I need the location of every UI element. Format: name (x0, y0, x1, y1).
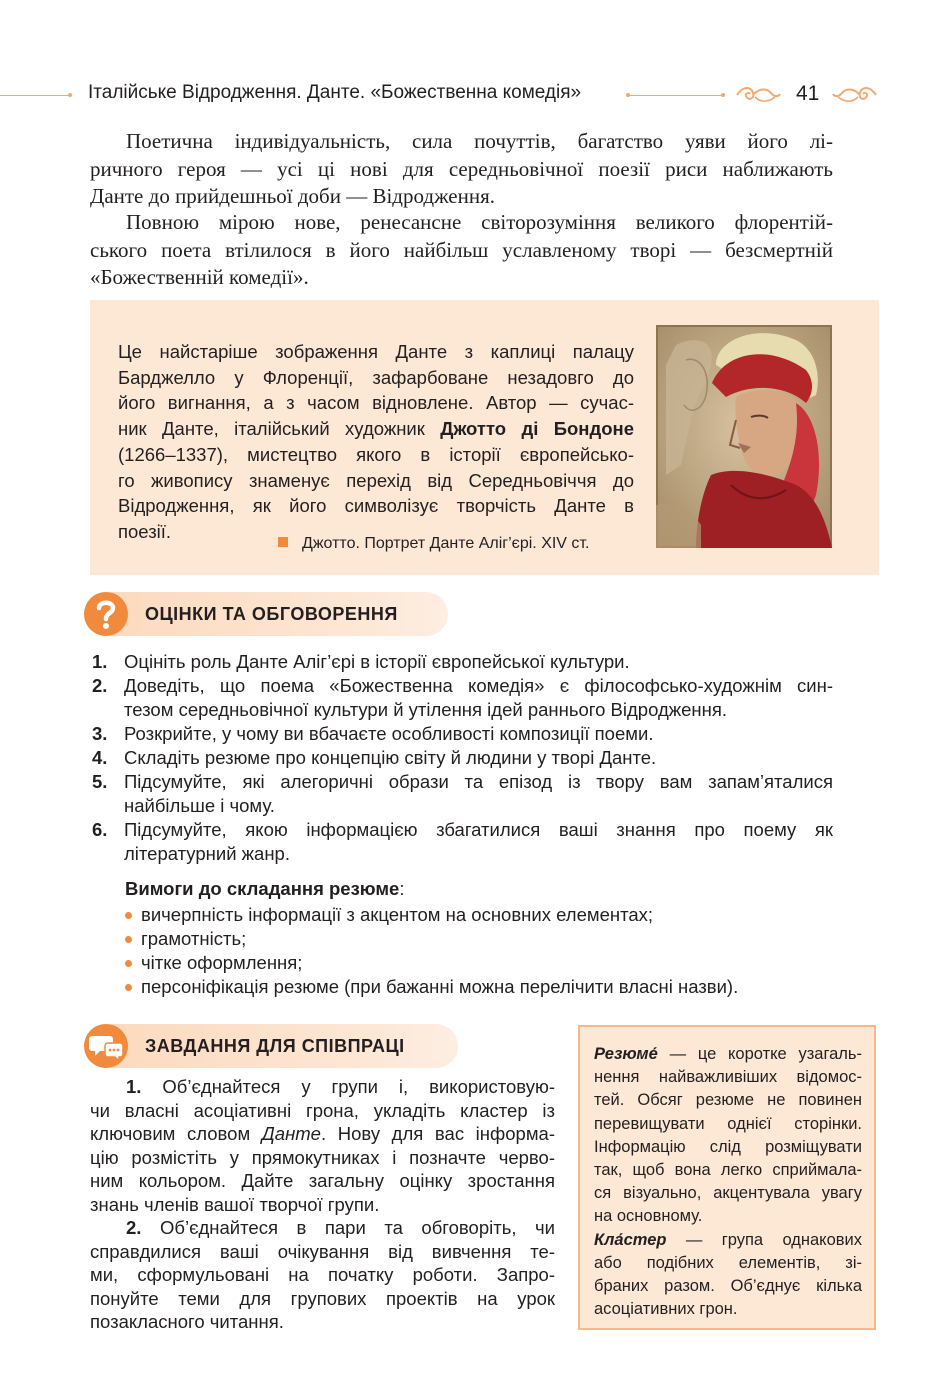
text-line: або подібних елементів, зі- (594, 1253, 862, 1272)
requirements-title: Вимоги до складання резюме (125, 878, 400, 899)
text-line (90, 1122, 555, 1146)
text-line: чи власні асоціативні грона, укладіть кластер із (90, 1099, 555, 1121)
section-title-cooperation: ЗАВДАННЯ ДЛЯ СПІВПРАЦІ (145, 1036, 405, 1056)
artist-name: Джотто ді Бондоне (440, 418, 634, 440)
text-line: так, щоб вона легко сприймала- (594, 1161, 862, 1180)
text-line: тей. Обсяг резюме не повинен (594, 1091, 862, 1110)
text-fragment: — група однакових (666, 1230, 862, 1249)
bullet-dot-icon (125, 960, 132, 967)
text-line: нення найважливіших відомос- (594, 1068, 862, 1087)
header-dot-left (68, 93, 72, 97)
image-caption (278, 535, 589, 553)
item-number: 1. (92, 651, 108, 672)
text-line: найбільше і чому. (124, 795, 275, 816)
text-line: (1266–1337), мистецтво якого в історії європейсько- (118, 443, 634, 465)
intro-paragraph-2 (90, 209, 833, 292)
text-fragment: Об’єднайтеся у групи і, використовую- (141, 1076, 555, 1097)
square-bullet-icon (278, 537, 288, 547)
header-rule-mid (628, 95, 724, 96)
text-line: Складіть резюме про концепцію світу й людини у творі Данте. (124, 747, 657, 768)
requirements-list (125, 903, 835, 999)
header-rule-left (0, 95, 70, 96)
term-resume: Резюме́ (594, 1045, 658, 1063)
item-number: 3. (92, 723, 108, 744)
text-line: Розкрийте, у чому ви вбачаєте особливості композиції поеми. (124, 723, 654, 744)
text-line: Данте до прийдешньої доби — Відродження. (90, 184, 496, 208)
item-number: 6. (92, 819, 108, 840)
text-line: знань членів вашої творчої групи. (90, 1193, 380, 1215)
text-line: Доведіть, що поема «Божественна комедія» є філософсько-художнім син- (124, 675, 833, 696)
list-item (125, 951, 835, 975)
item-text: чітке оформлення; (141, 952, 303, 973)
text-line (118, 416, 634, 442)
list-item (90, 722, 833, 746)
text-line: «Божественній комедії». (90, 265, 309, 289)
image-description (118, 339, 634, 545)
question-mark-icon (84, 592, 128, 636)
text-line: асоціативних грон. (594, 1300, 738, 1319)
list-item (90, 650, 833, 674)
text-line: го живопису знаменує перехід від Середньовіччя до (118, 469, 634, 491)
text-fragment: . Нову для вас інформа- (320, 1123, 555, 1144)
item-text: персоніфікація резюме (при бажанні можна перелічити власні назви). (141, 976, 739, 997)
section-title-discussion: ОЦІНКИ ТА ОБГОВОРЕННЯ (145, 604, 398, 624)
chat-bubbles-icon (84, 1024, 128, 1068)
text-fragment: ключовим словом (90, 1123, 262, 1144)
text-line: його вигнання, а з часом відновлене. Автор — сучас- (118, 392, 634, 414)
text-line: на основному. (594, 1207, 703, 1226)
list-item (90, 674, 833, 722)
running-title: Італійське Відродження. Данте. «Божественна комедія» (88, 82, 582, 103)
requirements-heading (125, 878, 404, 900)
bullet-dot-icon (125, 936, 132, 943)
speech-bubble-icon (84, 1024, 128, 1068)
text-line: Відродження, як його символізує творчість Данте в (118, 495, 634, 517)
swirl-ornament-right-icon (832, 84, 878, 106)
cooperation-tasks (90, 1075, 555, 1334)
item-text: вичерпність інформації з акцентом на основних елементах; (141, 904, 654, 925)
swirl-ornament-left-icon (735, 84, 781, 106)
task-number: 2. (126, 1217, 142, 1238)
text-line (594, 1229, 862, 1252)
item-text: грамотність; (141, 928, 247, 949)
text-line: Повною мірою нове, ренесансне світорозуміння великого флорентій- (126, 210, 833, 234)
text-fragment: — це коротке узагаль- (657, 1045, 862, 1063)
list-item (90, 746, 833, 770)
colon: : (399, 878, 405, 899)
text-line: ського поета втілилося в його найбільш уславленому творі — безсмертній (90, 237, 833, 262)
item-number: 4. (92, 747, 108, 768)
intro-paragraph-1 (90, 128, 833, 211)
text-line (90, 1216, 555, 1240)
text-line: понуйте теми для групових проектів на урок (90, 1287, 555, 1309)
text-line: Підсумуйте, які алегоричні образи та епізод із твору вам запам’яталися (124, 771, 833, 792)
text-line (594, 1043, 862, 1066)
text-line: ним кольором. Дайте загальну оцінку зростання (90, 1170, 555, 1191)
text-line: Барджелло у Флоренції, зафарбоване незадовго до (118, 366, 634, 388)
definitions-text (594, 1043, 862, 1321)
page-number: 41 (796, 82, 820, 105)
text-line: Інформацію слід розміщувати (594, 1137, 862, 1156)
text-line: Поетична індивідуальність, сила почуттів, багатство уяви його лі- (126, 129, 833, 153)
text-line: літературний жанр. (124, 843, 290, 864)
text-line: позакласного читання. (90, 1311, 284, 1332)
list-item (125, 927, 835, 951)
text-line: ми, сформульовані на початку роботи. Запро- (90, 1264, 555, 1285)
text-fragment: ник Данте, італійський художник (118, 418, 441, 440)
header-dot-mid2 (721, 93, 725, 97)
text-line: поезії. (118, 520, 172, 542)
caption-text: Джотто. Портрет Данте Аліг’єрі. XIV ст. (302, 535, 590, 552)
list-item (90, 770, 833, 818)
list-item (125, 975, 835, 999)
text-line: справдилися ваші очікування від вивчення те- (90, 1240, 555, 1262)
text-line: Це найстаріше зображення Данте з каплиці палацу (118, 341, 634, 362)
keyword: Данте (261, 1123, 321, 1144)
text-line: тезом середньовічної культури й утілення ідей раннього Відродження. (124, 699, 728, 720)
text-line: Оцініть роль Данте Аліг’єрі в історії європейської культури. (124, 651, 630, 672)
bullet-dot-icon (125, 912, 132, 919)
questions-list (90, 650, 833, 866)
question-icon (84, 592, 128, 636)
list-item (125, 903, 835, 927)
text-line (90, 1075, 555, 1099)
task-number: 1. (126, 1076, 142, 1097)
text-line: ся візуально, акцентувала увагу (594, 1184, 862, 1203)
item-number: 5. (92, 771, 108, 792)
item-number: 2. (92, 675, 108, 696)
text-line: браних разом. Об’єднує кілька (594, 1277, 862, 1296)
text-line: перевищувати однієї сторінки. (594, 1114, 862, 1133)
bullet-dot-icon (125, 984, 132, 991)
text-line: ричного героя — усі ці нові для середньовічної поезії риси наближають (90, 156, 833, 181)
text-line: цію розмістіть у прямокутниках і позначте черво- (90, 1146, 555, 1168)
list-item (90, 818, 833, 866)
term-cluster: Кла́стер (594, 1230, 667, 1249)
text-fragment: Об’єднайтеся в пари та обговоріть, чи (141, 1217, 555, 1238)
text-line: Підсумуйте, якою інформацією збагатилися ваші знання про поему як (124, 819, 833, 840)
dante-portrait-image (656, 325, 832, 548)
